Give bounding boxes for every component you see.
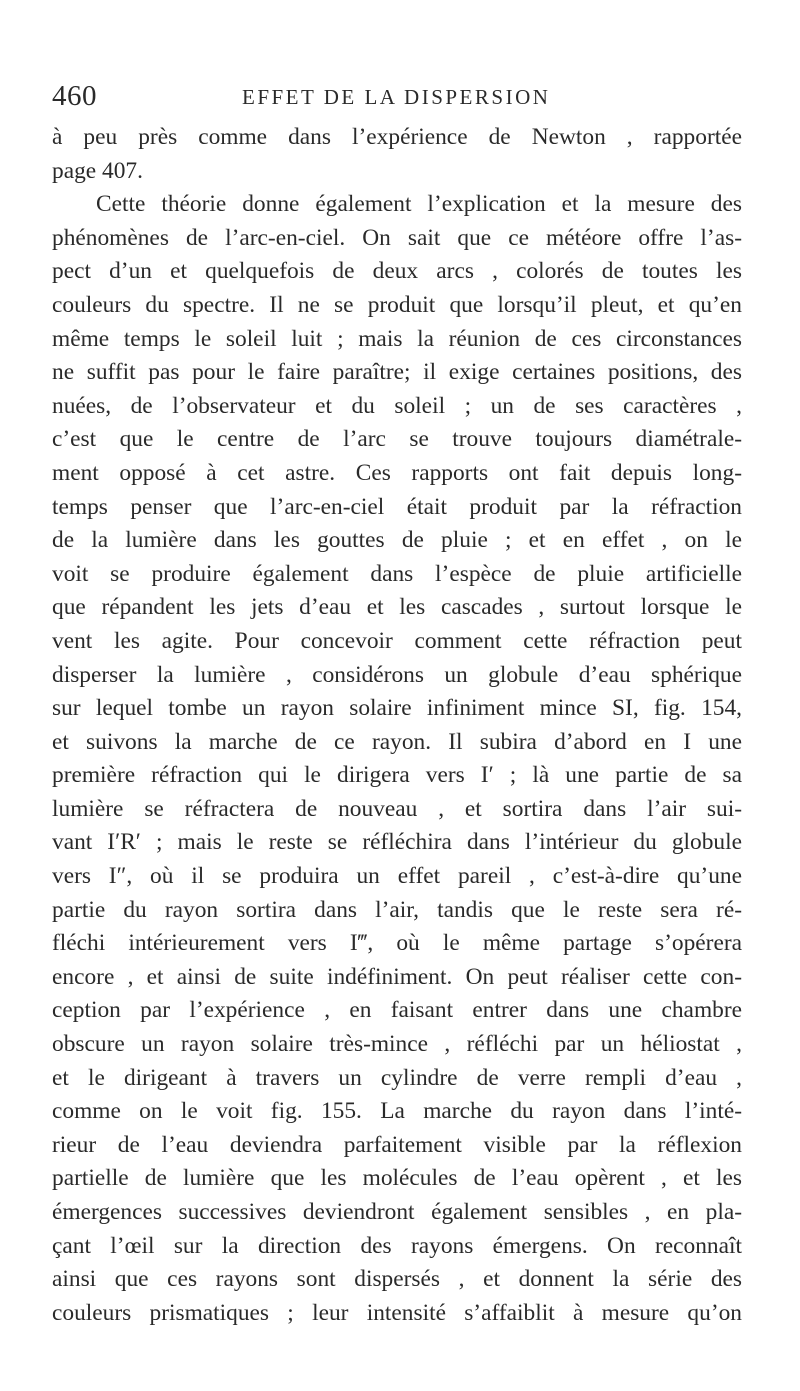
text-line: vant I′R′ ; mais le reste se réfléchira dans l’intérieur du globule — [52, 829, 742, 856]
text-line: rieur de l’eau deviendra parfaitement visible par la réflexion — [52, 1131, 742, 1158]
text-line: page 407. — [52, 157, 143, 184]
text-line: obscure un rayon solaire très-mince , réfléchi par un héliostat , — [52, 1031, 742, 1058]
text-line: et le dirigeant à travers un cylindre de verre rempli d’eau , — [52, 1064, 742, 1091]
text-line: de la lumière dans les gouttes de pluie ; et en effet , on le — [52, 527, 742, 554]
text-line: partie du rayon sortira dans l’air, tandis que le reste sera ré- — [52, 896, 742, 923]
text-line: çant l’œil sur la direction des rayons émergens. On reconnaît — [52, 1232, 742, 1259]
text-line: à peu près comme dans l’expérience de Newton , rapportée — [52, 124, 742, 150]
body-text — [52, 121, 742, 1330]
text-line: Cette théorie donne également l’explication et la mesure des — [96, 191, 742, 218]
text-line: c’est que le centre de l’arc se trouve toujours diamétrale- — [52, 426, 742, 453]
text-line: voit se produire également dans l’espèce de pluie artificielle — [52, 560, 742, 587]
text-line: même temps le soleil luit ; mais la réunion de ces circonstances — [52, 325, 742, 352]
text-line: vent les agite. Pour concevoir comment cette réfraction peut — [52, 627, 742, 654]
running-head: EFFET DE LA DISPERSION — [242, 85, 551, 109]
text-line: et suivons la marche de ce rayon. Il subira d’abord en I une — [52, 728, 742, 755]
text-line: partielle de lumière que les molécules de l’eau opèrent , et les — [52, 1165, 742, 1192]
text-line: émergences successives deviendront également sensibles , en pla- — [52, 1199, 742, 1225]
text-line: vers I″, où il se produira un effet pareil , c’est-à-dire qu’une — [52, 863, 742, 890]
text-line: pect d’un et quelquefois de deux arcs , colorés de toutes les — [52, 258, 742, 285]
text-line: sur lequel tombe un rayon solaire infiniment mince SI, fig. 154, — [52, 695, 742, 722]
page-number: 460 — [52, 80, 97, 112]
page-header — [52, 80, 742, 114]
text-line: que répandent les jets d’eau et les cascades , surtout lorsque le — [52, 594, 742, 621]
text-line: phénomènes de l’arc-en-ciel. On sait que ce météore offre l’as- — [52, 224, 742, 251]
text-line: ception par l’expérience , en faisant entrer dans une chambre — [52, 997, 742, 1024]
text-line: lumière se réfractera de nouveau , et sortira dans l’air sui- — [52, 795, 742, 822]
text-line: encore , et ainsi de suite indéfiniment. On peut réaliser cette con- — [52, 963, 742, 990]
text-line: première réfraction qui le dirigera vers I′ ; là une partie de sa — [52, 762, 742, 789]
text-line: ment opposé à cet astre. Ces rapports ont fait depuis long- — [52, 459, 742, 486]
text-line: temps penser que l’arc-en-ciel était produit par la réfraction — [52, 493, 742, 520]
text-line: nuées, de l’observateur et du soleil ; un de ses caractères , — [52, 392, 742, 419]
text-line: couleurs prismatiques ; leur intensité s’affaiblit à mesure qu’on — [52, 1299, 742, 1326]
text-line: couleurs du spectre. Il ne se produit que lorsqu’il pleut, et qu’en — [52, 291, 742, 318]
text-line: fléchi intérieurement vers I‴, où le même partage s’opérera — [52, 930, 742, 957]
text-line: disperser la lumière , considérons un globule d’eau sphérique — [52, 661, 742, 688]
text-line: ne suffit pas pour le faire paraître; il exige certaines positions, des — [52, 359, 742, 386]
text-line: comme on le voit fig. 155. La marche du rayon dans l’inté- — [52, 1098, 742, 1125]
text-line: ainsi que ces rayons sont dispersés , et donnent la série des — [52, 1266, 742, 1293]
